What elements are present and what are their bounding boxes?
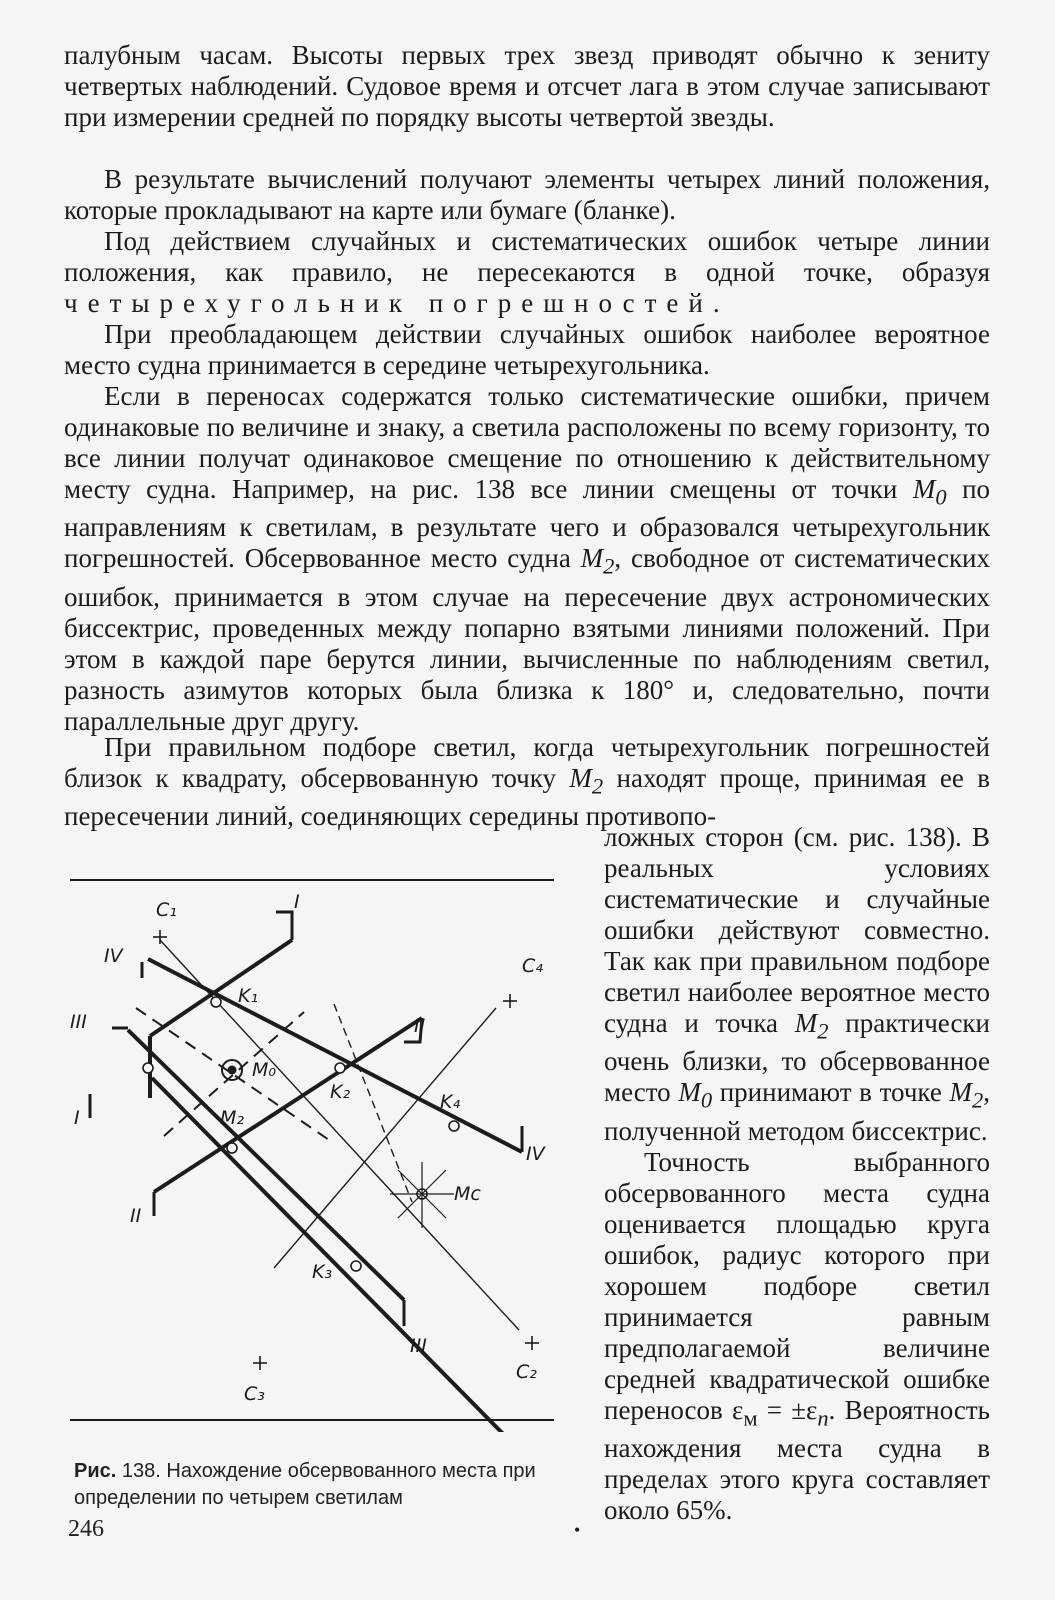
paragraph-6-text-b: находят проще, принимая ее в пересечении линий, соединяющих середины противопо- <box>64 763 991 832</box>
side-text-6: . Вероятность нахождения места судна в пределах этого круга составляет около 65%. <box>604 1394 990 1526</box>
label-iii-top: III <box>70 1011 87 1033</box>
symbol-m2: $M_2$ <box>794 1008 829 1044</box>
star-c1 <box>153 930 167 944</box>
page-number: 246 <box>68 1516 104 1542</box>
side-text-4: , полученной методом биссектрис. <box>604 1077 990 1146</box>
paragraph-6-text-a: При правильном подборе светил, когда четырехугольник погрешностей близок к квадрату, обсервованную точку <box>64 732 990 793</box>
label-c2: C₂ <box>516 1361 537 1383</box>
m0-inner <box>228 1066 236 1074</box>
point-k1 <box>211 997 221 1007</box>
label-iii-bot: III <box>410 1335 427 1357</box>
star-c4 <box>503 994 517 1008</box>
label-ii-top: II <box>414 1015 426 1037</box>
arrow-i-top <box>276 912 292 940</box>
figure-138 <box>64 872 564 1432</box>
paragraph-1: палубным часам. Высоты первых трех звезд приводят обычно к зениту четвертых наблюдений. Судовое время и отсчет лага в этом случае записывают при измерении средней по порядку высоты четвертой звезды. <box>64 40 990 132</box>
paragraph-2: В результате вычислений получают элементы четырех линий положения, которые прокладывают на карте или бумаге (бланке). <box>64 164 990 225</box>
side-column <box>604 822 990 1526</box>
paragraph-6 <box>64 732 990 832</box>
label-iv-top: IV <box>104 945 123 967</box>
label-m0: M₀ <box>252 1059 277 1081</box>
paragraph-3-text: Под действием случайных и систематических ошибок четыре линии положения, как правило, не пересекаются в одной точке, образуя <box>64 226 990 287</box>
caption-number: 138. <box>121 1460 161 1482</box>
diagram <box>64 872 564 1432</box>
spaced-term: четырехугольник погрешностей. <box>64 288 730 318</box>
point-left <box>143 1063 153 1073</box>
label-c4: C₄ <box>522 955 543 977</box>
figure-caption <box>74 1458 574 1512</box>
side-text-1: В реальных условиях систематические и случайные ошибки действуют совместно. Так как при правильном подборе светил наиболее вероятное место судна и точка <box>604 822 990 1038</box>
point-k2 <box>335 1063 345 1073</box>
label-c3: C₃ <box>244 1383 265 1405</box>
paragraph-5 <box>64 381 990 737</box>
symbol-m0: $M_0$ <box>678 1077 713 1113</box>
symbol-m2: $M_2$ <box>580 543 615 579</box>
formula-eps: $\varepsilon_м = \pm\varepsilon_n$ <box>731 1394 829 1431</box>
paragraph-6-text-c: ложных сторон (см. рис. 138). <box>604 822 962 852</box>
label-k1: K₁ <box>238 985 259 1007</box>
label-c1: C₁ <box>156 899 177 921</box>
star-c3 <box>253 1356 267 1370</box>
azimuth-c4-c3 <box>274 1008 496 1268</box>
point-k4 <box>449 1121 459 1131</box>
label-k3: K₃ <box>312 1261 333 1283</box>
line-ii <box>154 1018 422 1192</box>
paragraph-3 <box>64 226 990 319</box>
paragraph-5-text-c: , свободное от систематических ошибок, принимается в этом случае на пересечение двух астрономических биссектрис, проведенных между попарно взятыми линиями положений. При этом в каждой паре берутся линии, вычисленные по наблюдениям светил, разность азимутов которых была близка к 180° и, следовательно, почти параллельные друг другу. <box>64 543 991 736</box>
label-iv-right: IV <box>526 1143 545 1165</box>
caption-prefix: Рис. <box>74 1460 117 1482</box>
point-k3 <box>351 1261 361 1271</box>
symbol-m0: $M_0$ <box>912 474 947 510</box>
paragraph-5-text-a: Если в переносах содержатся только систематические ошибки, причем одинаковые по величине и знаку, а светила расположены по всему горизонту, то все линии получат одинаковое смещение по отношению к действительному месту судна. Например, на рис. 138 все линии смещены от точки <box>64 381 990 504</box>
label-ii-left: II <box>130 1205 142 1227</box>
symbol-m2: $M_2$ <box>949 1077 984 1113</box>
mc-star <box>390 1162 454 1228</box>
side-text-5: Точность выбранного обсервованного места судна оценивается площадью круга ошибок, радиус которого при хорошем подборе светил принимается равным предполагаемой величине средней квадратической ошибке переносов <box>604 1146 990 1425</box>
label-k2: K₂ <box>330 1081 351 1103</box>
label-m2: M₂ <box>220 1107 245 1129</box>
side-text-3: принимают в точке <box>719 1077 942 1108</box>
bullet-mark: • <box>574 1520 581 1540</box>
caption-text: Нахождение обсервованного места при определении по четырем светилам <box>74 1460 536 1509</box>
side-text-2: практически очень близки, то обсервованное место <box>604 1008 990 1108</box>
label-i-left: I <box>74 1107 80 1129</box>
point-m2 <box>227 1143 237 1153</box>
paragraph-4: При преобладающем действии случайных ошибок наиболее вероятное место судна принимается в середине четырехугольника. <box>64 319 990 380</box>
paragraph-5-text-b: по направлениям к светилам, в результате чего и образовался четырехугольник погрешностей. Обсервованное место судна <box>64 474 991 574</box>
star-c2 <box>525 1336 539 1350</box>
symbol-m2: $M_2$ <box>569 763 604 799</box>
label-k4: K₄ <box>440 1091 461 1113</box>
label-mc: Mc <box>454 1183 481 1205</box>
label-i-top: I <box>294 891 300 913</box>
